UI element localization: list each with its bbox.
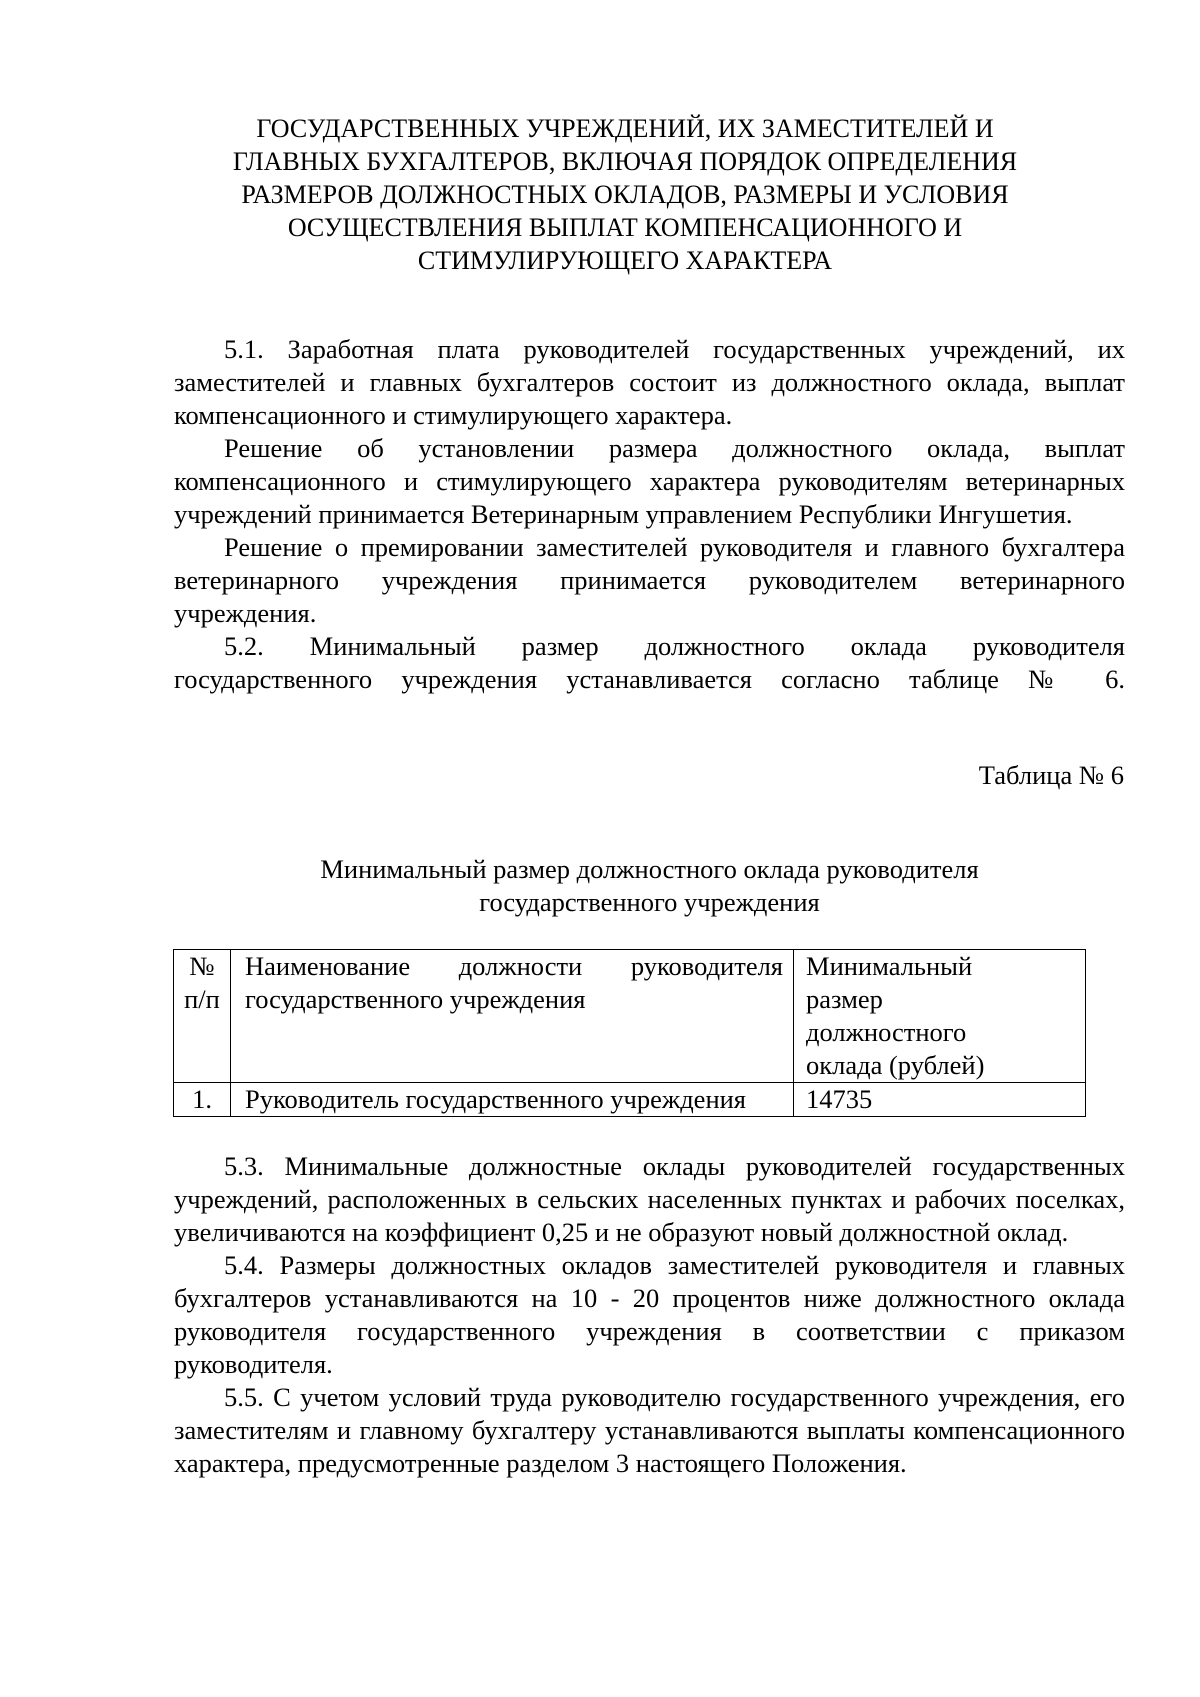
header-name-line: Наименование должности руководителя <box>245 951 783 981</box>
header-value-line: оклада (рублей) <box>806 1050 985 1080</box>
header-name-line: государственного учреждения <box>245 984 586 1014</box>
paragraph-5-2: 5.2. Минимальный размер должностного оклада руководителя государственного учреждения устанавливается согласно таблице № 6. <box>174 631 1125 694</box>
paragraph-bonus-decision: Решение о премировании заместителей руководителя и главного бухгалтера ветеринарного учреждения принимается руководителем ветеринарного учреждения. <box>174 532 1125 628</box>
table-header-row <box>174 950 1086 1083</box>
row-value-cell: 14735 <box>794 1083 1086 1117</box>
header-value-line: размер <box>806 984 883 1014</box>
header-value-line: должностного <box>806 1017 967 1047</box>
paragraph-5-5: 5.5. С учетом условий труда руководителю государственного учреждения, его заместителям и главному бухгалтеру устанавливаются выплаты компенсационного характера, предусмотренные разделом 3 настоящего Положения. <box>174 1382 1125 1478</box>
paragraph-vet-decision: Решение об установлении размера должностного оклада, выплат компенсационного и стимулирующего характера руководителям ветеринарных учреждений принимается Ветеринарным управлением Республики Ингушетия. <box>174 433 1125 529</box>
header-name-cell <box>231 950 794 1083</box>
row-name-cell: Руководитель государственного учреждения <box>231 1083 794 1117</box>
table-row <box>174 1083 1086 1117</box>
section-heading <box>175 112 1075 277</box>
paragraphs-bottom <box>174 1150 1125 1480</box>
heading-line: СТИМУЛИРУЮЩЕГО ХАРАКТЕРА <box>417 246 833 275</box>
heading-line: ГЛАВНЫХ БУХГАЛТЕРОВ, ВКЛЮЧАЯ ПОРЯДОК ОПРЕДЕЛЕНИЯ <box>232 147 1018 176</box>
header-num-line: № <box>189 951 215 981</box>
table-title <box>174 853 1125 919</box>
table-title-line: Минимальный размер должностного оклада руководителя <box>320 854 979 884</box>
heading-line: ОСУЩЕСТВЛЕНИЯ ВЫПЛАТ КОМПЕНСАЦИОННОГО И <box>287 213 963 242</box>
header-num-line: п/п <box>184 984 220 1014</box>
paragraph-5-3: 5.3. Минимальные должностные оклады руководителей государственных учреждений, расположенных в сельских населенных пунктах и рабочих поселках, увеличиваются на коэффициент 0,25 и не образуют новый должностной оклад. <box>174 1151 1125 1247</box>
header-value-cell <box>794 950 1086 1083</box>
table-label: Таблица № 6 <box>978 760 1124 790</box>
heading-line: ГОСУДАРСТВЕННЫХ УЧРЕЖДЕНИЙ, ИХ ЗАМЕСТИТЕЛЕЙ И <box>256 114 994 143</box>
table-title-line: государственного учреждения <box>479 887 820 917</box>
paragraph-5-1: 5.1. Заработная плата руководителей государственных учреждений, их заместителей и главных бухгалтеров состоит из должностного оклада, выплат компенсационного и стимулирующего характера. <box>174 334 1125 430</box>
header-value-line: Минимальный <box>806 951 973 981</box>
row-num-cell: 1. <box>174 1083 231 1117</box>
header-num-cell <box>174 950 231 1083</box>
paragraphs-top <box>174 333 1125 696</box>
salary-table <box>173 949 1086 1117</box>
heading-line: РАЗМЕРОВ ДОЛЖНОСТНЫХ ОКЛАДОВ, РАЗМЕРЫ И УСЛОВИЯ <box>241 180 1009 209</box>
paragraph-5-4: 5.4. Размеры должностных окладов заместителей руководителя и главных бухгалтеров устанавливаются на 10 - 20 процентов ниже должностного оклада руководителя государственного учреждения в соответствии с приказом руководителя. <box>174 1250 1125 1379</box>
